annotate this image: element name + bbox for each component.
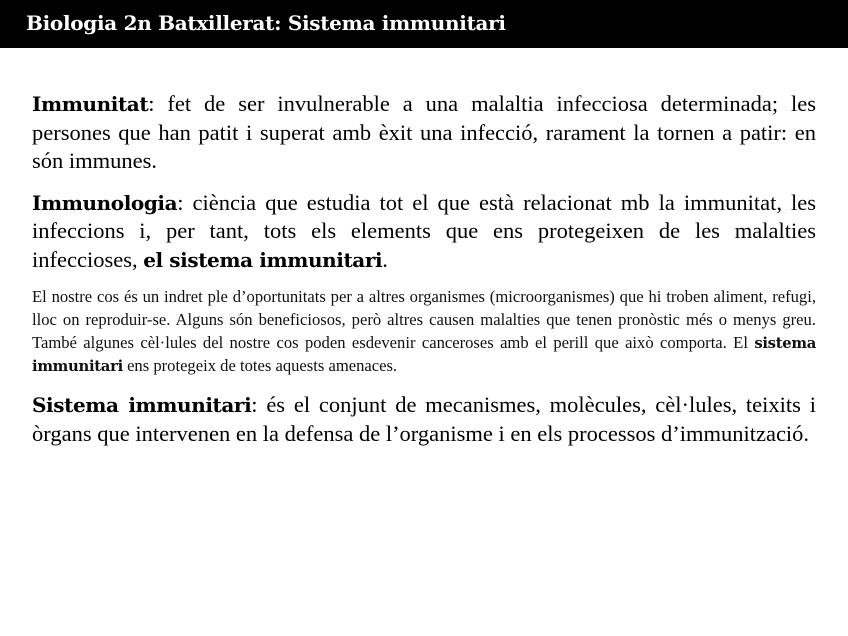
slide-content bbox=[32, 90, 816, 448]
term-immunitat: Immunitat bbox=[32, 92, 149, 116]
emphasis-sistema-immunitari: el sistema immunitari bbox=[143, 247, 383, 272]
paragraph-sistema-immunitari bbox=[32, 391, 816, 448]
paragraph-cos bbox=[32, 286, 816, 379]
text-cos: El nostre cos és un indret ple d’oportunitats per a altres organismes (microorganismes) que hi troben aliment, refugi, lloc on reproduir-se. Alguns són beneficiosos, però altres causen malalties que tenen pronòstic més o menys greu. També algunes cèl·lules del nostre cos poden esdevenir canceroses amb el perill que això comporta. El bbox=[32, 287, 816, 352]
term-sistema-immunitari: Sistema immunitari bbox=[32, 393, 252, 418]
emphasis-sistema-immunitari-small: sistema immunitari bbox=[32, 334, 816, 376]
definition-sistema-immunitari: : és el conjunt de mecanismes, molècules, cèl·lules, teixits i òrgans que intervenen en la defensa de l’organisme i en els processos d’immunització. bbox=[32, 392, 816, 446]
definition-immunologia: : ciència que estudia tot el que està relacionat mb la immunitat, les infeccions i, per tant, tots els elements que ens protegeixen de les malalties infeccioses, bbox=[32, 189, 816, 272]
slide-title: Biologia 2n Batxillerat: Sistema immunitari bbox=[26, 11, 506, 35]
paragraph-immunologia bbox=[32, 189, 816, 275]
text-cos-end: ens protegeix de totes aquests amenaces. bbox=[122, 356, 398, 376]
definition-immunitat: : fet de ser invulnerable a una malaltia infecciosa determinada; les persones que han patit i superat amb èxit una infecció, rarament la tornen a patir: en són immunes. bbox=[32, 91, 816, 173]
paragraph-immunitat bbox=[32, 90, 816, 176]
title-bar bbox=[0, 0, 848, 48]
term-immunologia: Immunologia bbox=[32, 190, 178, 215]
period: . bbox=[382, 246, 388, 272]
